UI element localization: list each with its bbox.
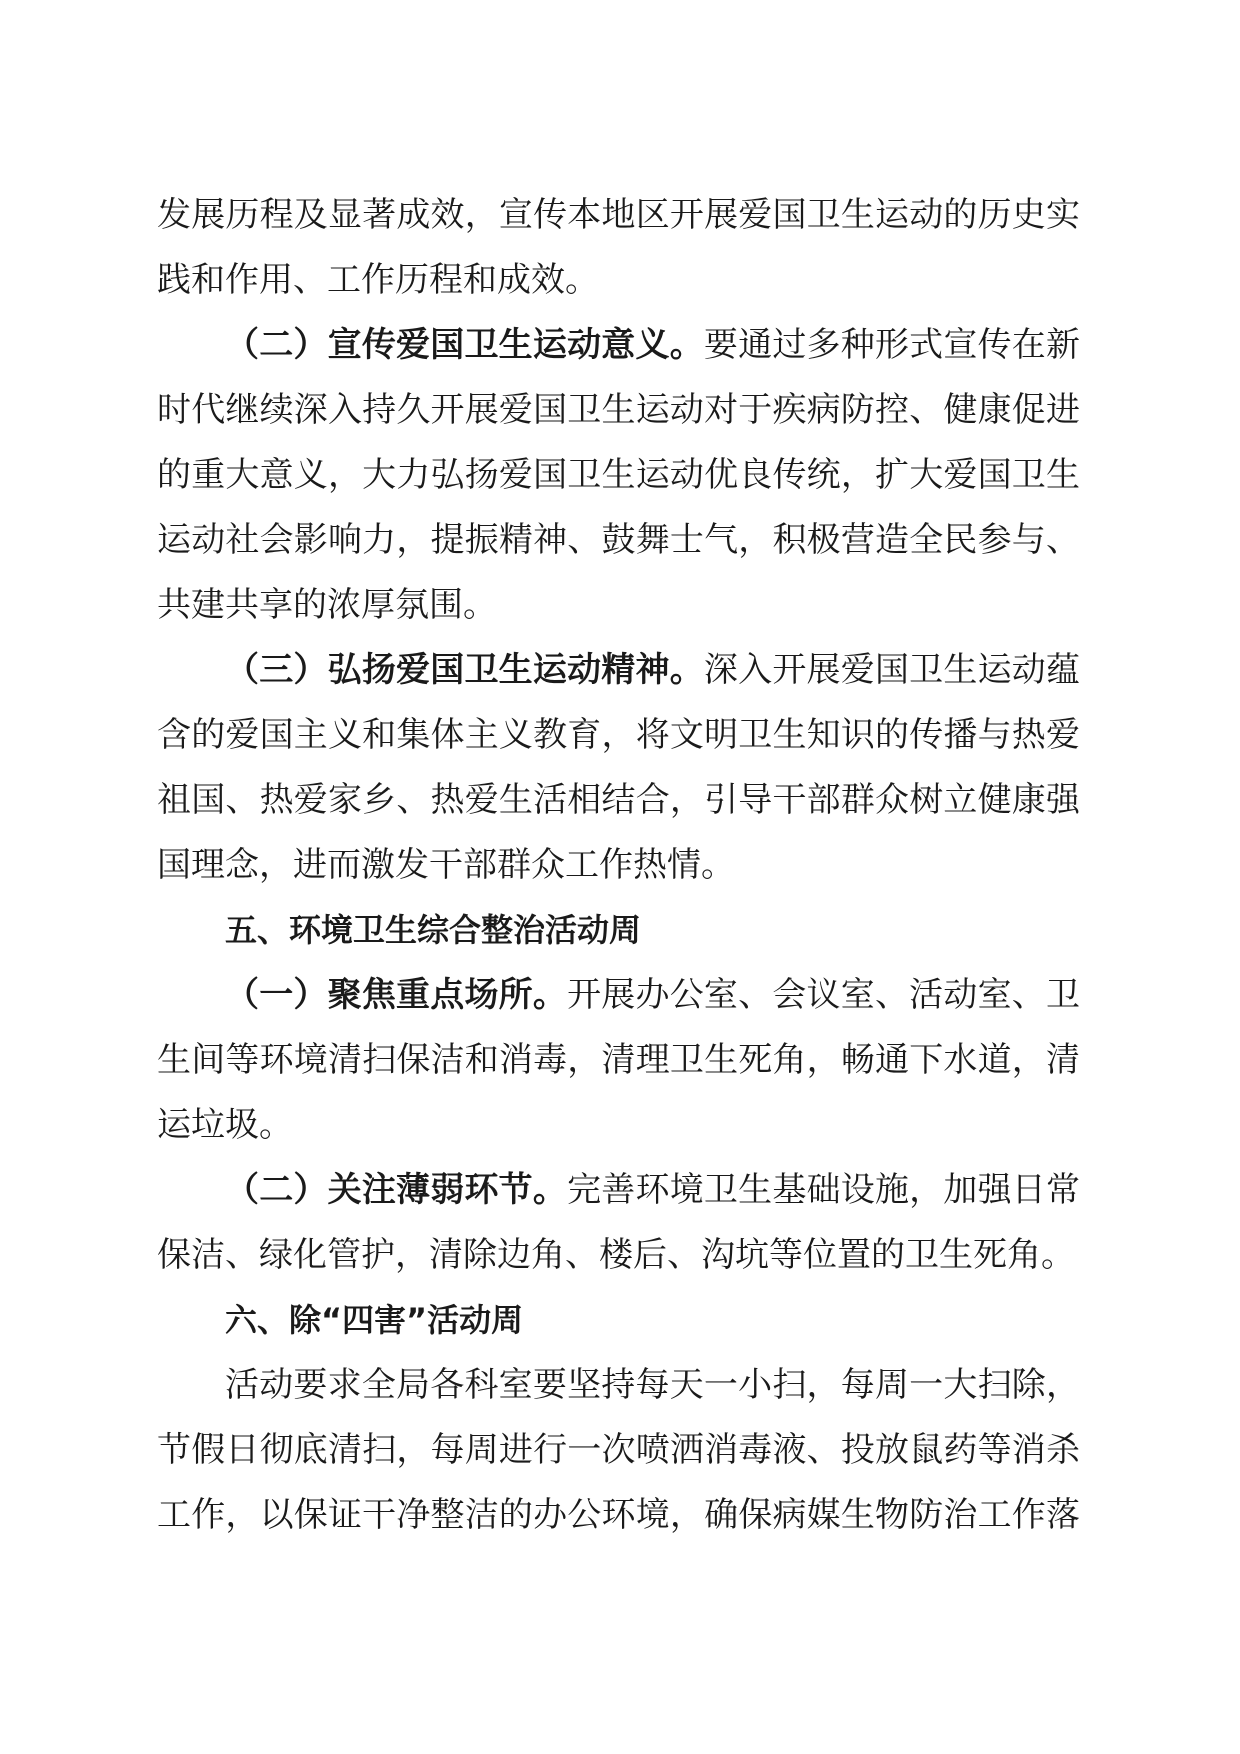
paragraph-lead: （二）关注薄弱环节。: [225, 1170, 568, 1210]
paragraph-text: 深入开展爱国卫生运动蕴: [703, 650, 1081, 690]
text-line: 发展历程及显著成效，宣传本地区开展爱国卫生运动的历史实: [157, 195, 1080, 235]
text-line: 运动社会影响力，提振精神、鼓舞士气，积极营造全民参与、: [157, 520, 1080, 560]
section-heading: 六、除“四害”活动周: [225, 1301, 524, 1339]
paragraph-lead: （二）宣传爱国卫生运动意义。: [225, 325, 704, 365]
document-body: [157, 183, 1080, 1548]
paragraph-lead: （三）弘扬爱国卫生运动精神。: [225, 650, 704, 690]
text-line: 运垃圾。: [157, 1105, 293, 1145]
section-heading: 五、环境卫生综合整治活动周: [225, 911, 642, 949]
paragraph-first-line: [157, 1158, 1080, 1223]
text-line: 含的爱国主义和集体主义教育，将文明卫生知识的传播与热爱: [157, 715, 1080, 755]
paragraph-text: 要通过多种形式宣传在新: [703, 325, 1081, 365]
paragraph-text: 开展办公室、会议室、活动室、卫: [567, 975, 1081, 1015]
text-line: 生间等环境清扫保洁和消毒，清理卫生死角，畅通下水道，清: [157, 1040, 1080, 1080]
paragraph-first-line: [157, 313, 1080, 378]
paragraph-first-line: [157, 963, 1080, 1028]
text-line: 保洁、绿化管护，清除边角、楼后、沟坑等位置的卫生死角。: [157, 1235, 1075, 1275]
text-line: 节假日彻底清扫，每周进行一次喷洒消毒液、投放鼠药等消杀: [157, 1430, 1080, 1470]
text-line: 的重大意义，大力弘扬爱国卫生运动优良传统，扩大爱国卫生: [157, 455, 1080, 495]
text-line: 祖国、热爱家乡、热爱生活相结合，引导干部群众树立健康强: [157, 780, 1080, 820]
paragraph-first-line: 活动要求全局各科室要坚持每天一小扫，每周一大扫除，: [225, 1365, 1080, 1405]
text-line: 国理念，进而激发干部群众工作热情。: [157, 845, 735, 885]
paragraph-first-line: [157, 638, 1080, 703]
text-line: 工作，以保证干净整洁的办公环境，确保病媒生物防治工作落: [157, 1495, 1080, 1535]
paragraph-lead: （一）聚焦重点场所。: [225, 975, 568, 1015]
paragraph-text: 完善环境卫生基础设施，加强日常: [567, 1170, 1081, 1210]
text-line: 践和作用、工作历程和成效。: [157, 260, 599, 300]
text-line: 共建共享的浓厚氛围。: [157, 585, 497, 625]
text-line: 时代继续深入持久开展爱国卫生运动对于疾病防控、健康促进: [157, 390, 1080, 430]
